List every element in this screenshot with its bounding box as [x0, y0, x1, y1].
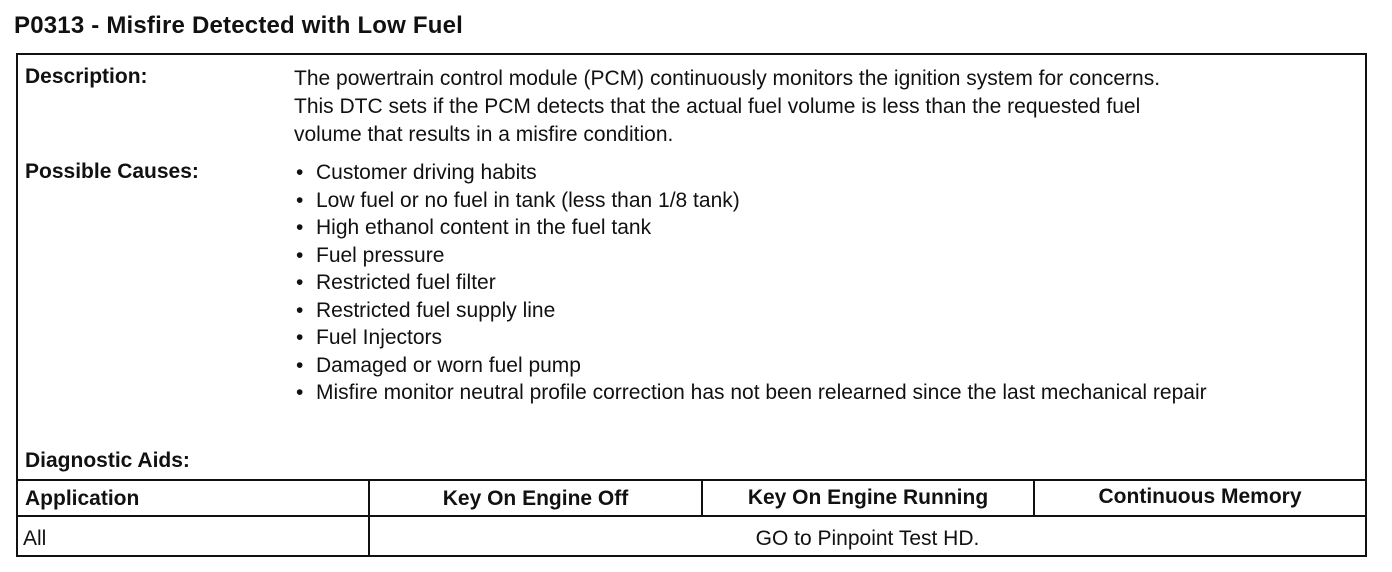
bullet-icon: •	[296, 298, 304, 322]
dtc-info-frame	[16, 53, 1367, 557]
bullet-icon: •	[296, 216, 304, 239]
possible-causes-list	[294, 159, 1362, 407]
cause-text: Restricted fuel supply line	[316, 298, 556, 322]
cause-text: Misfire monitor neutral profile correction has not been relearned since the last mechanical repair	[316, 381, 1207, 404]
list-item	[294, 379, 1362, 407]
list-item	[294, 269, 1362, 297]
table-header-continuous-memory: Continuous Memory	[1098, 485, 1302, 508]
description-line: This DTC sets if the PCM detects that the actual fuel volume is less than the requested fuel	[294, 95, 1141, 118]
page-title: P0313 - Misfire Detected with Low Fuel	[14, 12, 464, 39]
table-header-koeo: Key On Engine Off	[442, 487, 629, 510]
cause-text: High ethanol content in the fuel tank	[316, 216, 652, 239]
cause-text: Fuel Injectors	[316, 326, 443, 349]
bullet-icon: •	[296, 326, 304, 349]
list-item	[294, 187, 1362, 215]
cause-text: Fuel pressure	[316, 243, 445, 267]
cause-text: Restricted fuel filter	[316, 271, 496, 294]
list-item	[294, 159, 1362, 187]
description-label: Description:	[25, 65, 148, 88]
list-item	[294, 297, 1362, 325]
bullet-icon: •	[296, 381, 304, 404]
possible-causes-label: Possible Causes:	[25, 160, 199, 183]
cause-text: Low fuel or no fuel in tank (less than 1/8 tank)	[316, 188, 740, 212]
cause-text: Damaged or worn fuel pump	[316, 353, 581, 377]
table-header-divider	[18, 515, 1365, 517]
list-item	[294, 352, 1362, 380]
list-item	[294, 324, 1362, 352]
table-header-application: Application	[25, 487, 140, 510]
table-cell-action: GO to Pinpoint Test HD.	[755, 527, 980, 550]
description-line: volume that results in a misfire condition.	[294, 123, 674, 146]
table-cell-application: All	[23, 527, 47, 550]
bullet-icon: •	[296, 243, 304, 267]
bullet-icon: •	[296, 271, 304, 294]
table-top-border	[18, 479, 1365, 481]
table-header-koer: Key On Engine Running	[747, 486, 989, 509]
list-item	[294, 214, 1362, 242]
cause-text: Customer driving habits	[316, 161, 537, 184]
diagnostic-aids-label: Diagnostic Aids:	[25, 449, 190, 472]
bullet-icon: •	[296, 353, 304, 377]
description-text	[294, 65, 1362, 149]
list-item	[294, 242, 1362, 270]
bullet-icon: •	[296, 188, 304, 212]
bullet-icon: •	[296, 161, 304, 184]
description-line: The powertrain control module (PCM) continuously monitors the ignition system for concerns.	[294, 67, 1161, 90]
